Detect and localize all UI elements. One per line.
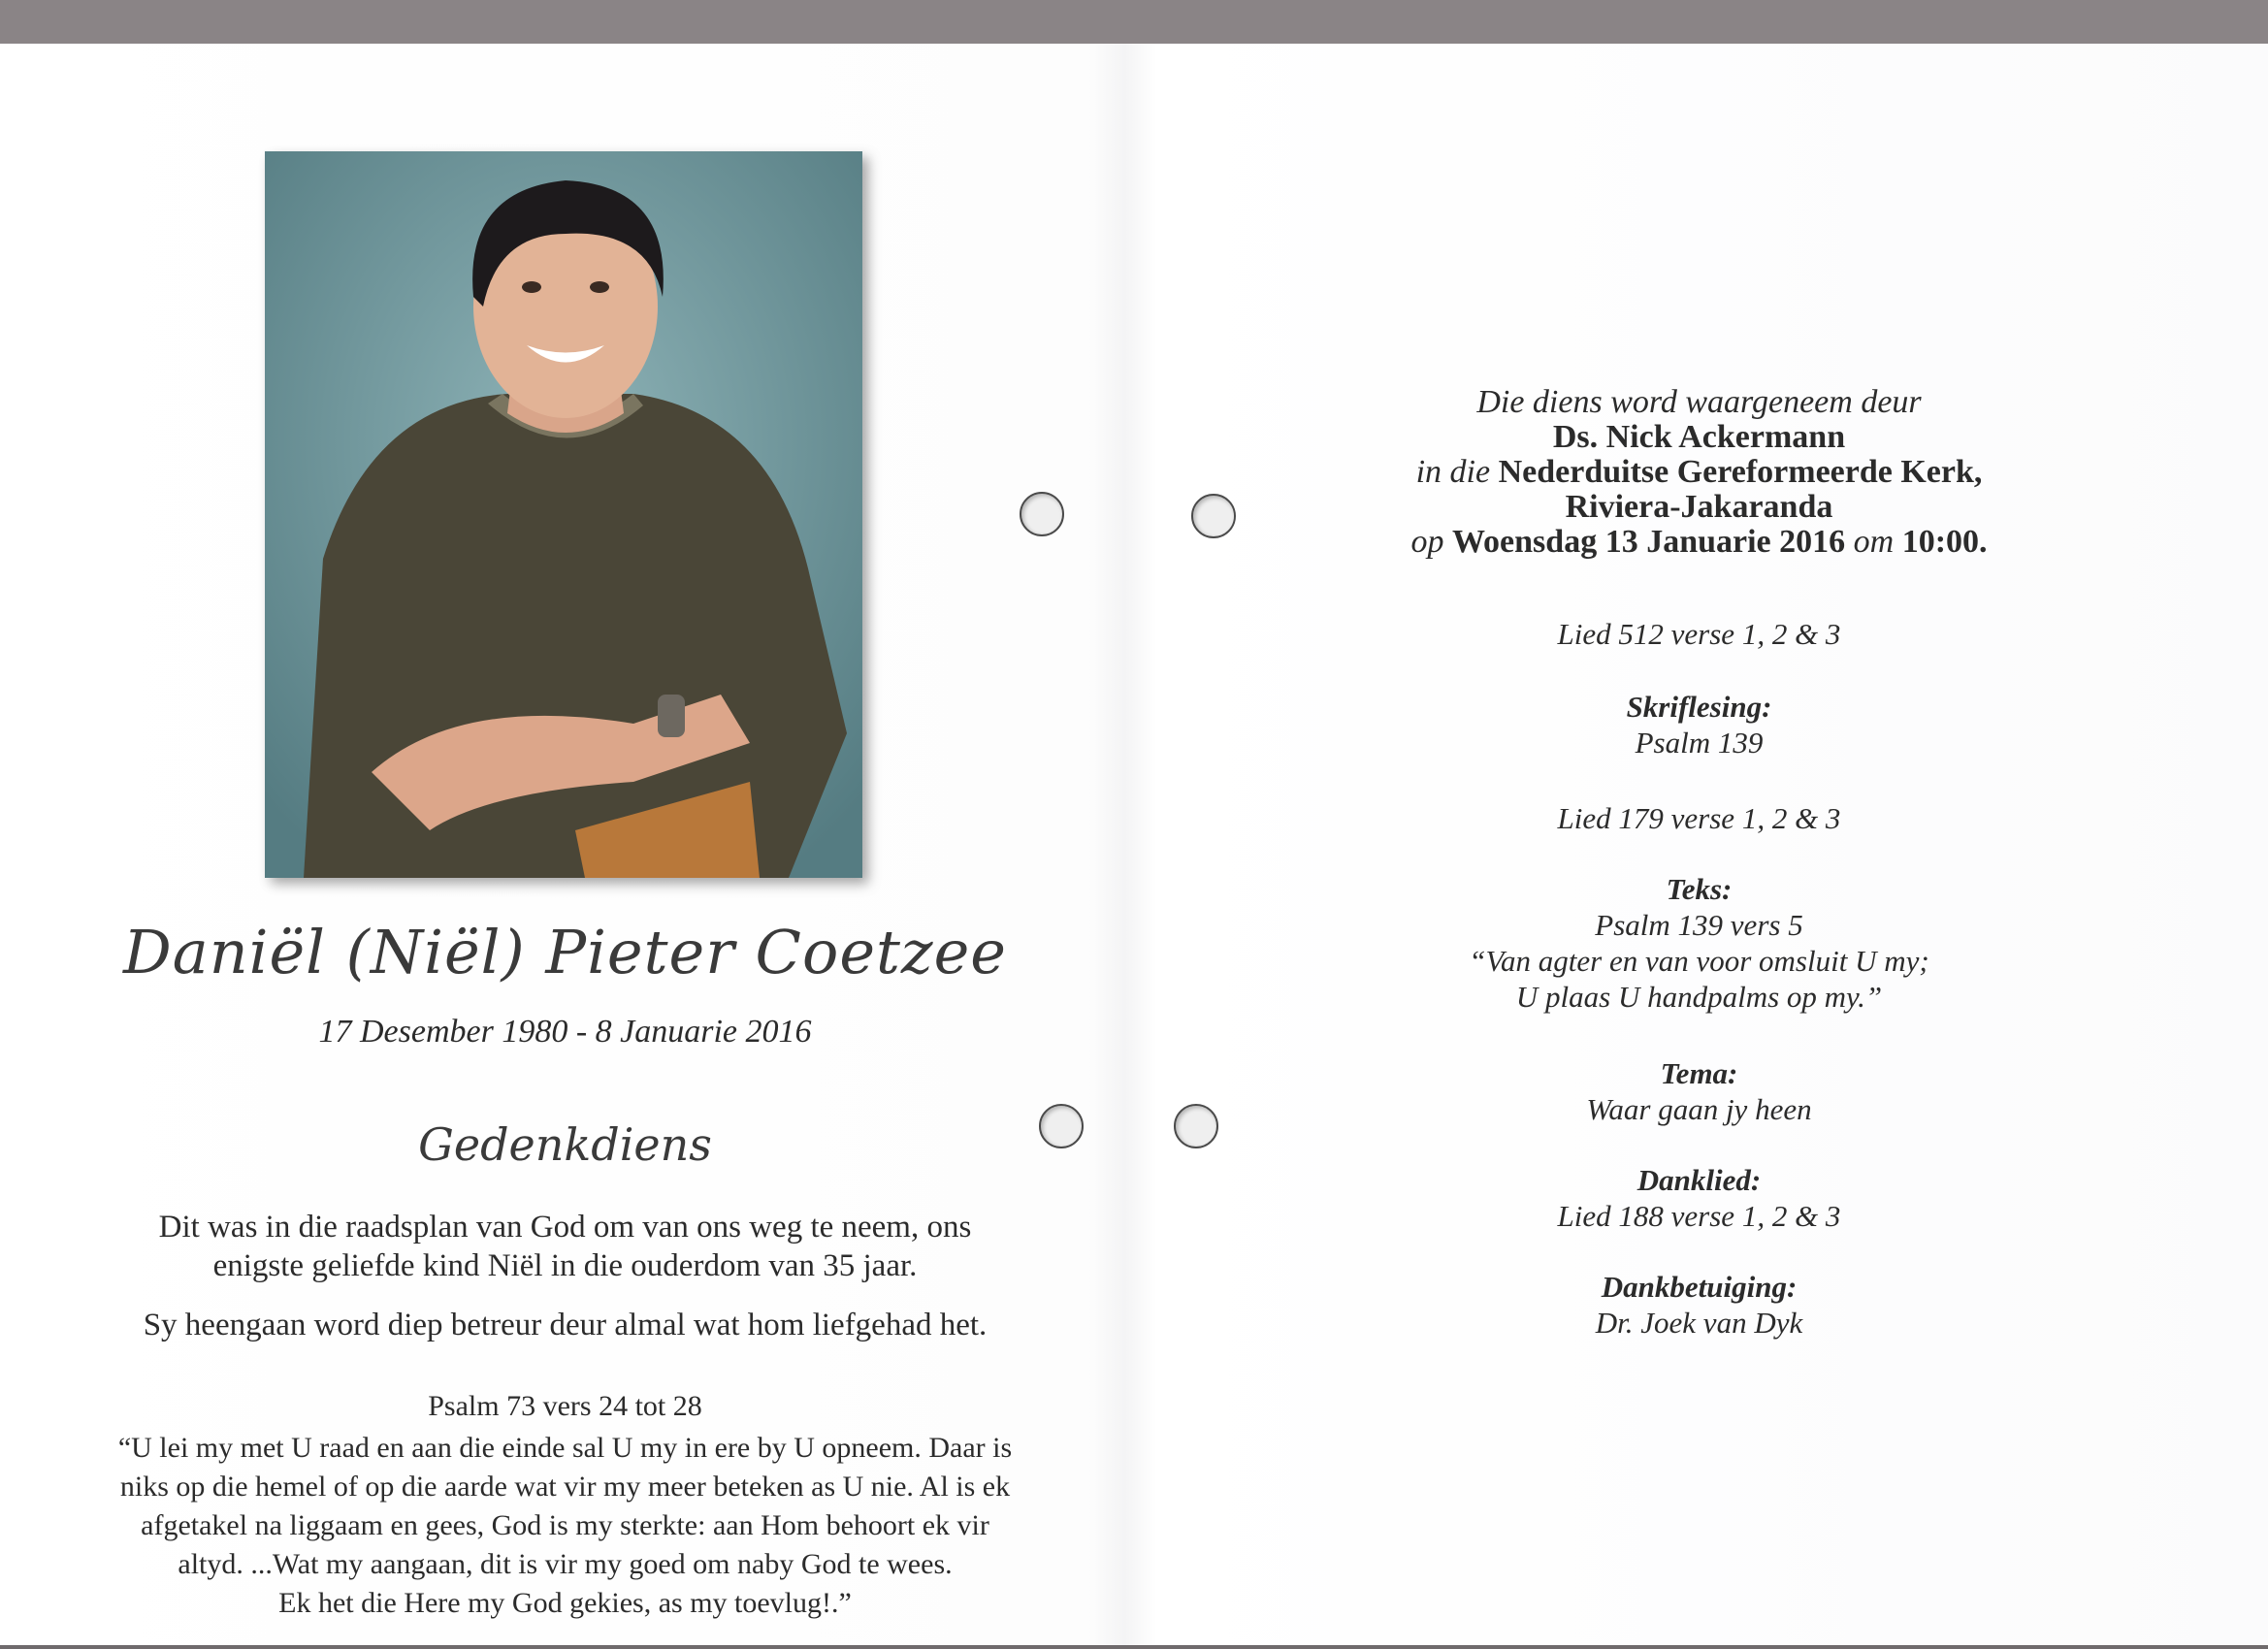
deceased-name: Daniël (Niël) Pieter Coetzee (123, 917, 1007, 987)
psalm-reference: Psalm 73 vers 24 tot 28 (428, 1390, 702, 1422)
skriflesing-label: Skriflesing: (1626, 690, 1772, 724)
portrait-photo (265, 151, 862, 878)
tema-value: Waar gaan jy heen (1586, 1092, 1812, 1126)
danklied-label: Danklied: (1636, 1163, 1762, 1197)
service-date: Woensdag 13 Januarie 2016 (1451, 524, 1846, 560)
punch-hole (1039, 1104, 1084, 1148)
program-lied-2: Lied 179 verse 1, 2 & 3 (1557, 801, 1841, 835)
service-line: Die diens word waargeneem deur (1476, 384, 1922, 420)
funeral-program-sheet (0, 44, 2268, 1649)
teks-line: U plaas U handpalms op my.” (1515, 980, 1883, 1014)
program-teks (1130, 871, 2268, 1015)
teks-line: “Van agter en van voor omsluit U my; (1469, 944, 1929, 978)
skriflesing-value: Psalm 139 (1635, 726, 1764, 760)
service-time: 10:00. (1901, 524, 1988, 560)
quote-line: Ek het die Here my God gekies, as my toevlug!.” (278, 1587, 852, 1619)
tema-label: Tema: (1660, 1056, 1738, 1090)
program-dankbetuiging (1130, 1269, 2268, 1341)
in-die-text: in die (1415, 454, 1491, 490)
life-dates: 17 Desember 1980 - 8 Januarie 2016 (318, 1014, 812, 1050)
op-text: op (1410, 524, 1444, 560)
program-tema (1130, 1055, 2268, 1127)
quote-line: afgetakel na liggaam en gees, God is my sterkte: aan Hom behoort ek vir (141, 1509, 989, 1541)
teks-reference: Psalm 139 vers 5 (1595, 908, 1803, 942)
program-skriflesing (1130, 689, 2268, 760)
dankbetuiging-value: Dr. Joek van Dyk (1595, 1306, 1803, 1340)
dankbetuiging-label: Dankbetuiging: (1601, 1270, 1798, 1304)
announcement-line: Dit was in die raadsplan van God om van ons weg te neem, ons (158, 1210, 972, 1245)
mourning-paragraph: Sy heengaan word diep betreur deur almal wat hom liefgehad het. (143, 1308, 988, 1342)
danklied-value: Lied 188 verse 1, 2 & 3 (1557, 1199, 1841, 1233)
program-lied-1: Lied 512 verse 1, 2 & 3 (1557, 617, 1841, 651)
sheet-bottom-edge (0, 1645, 2268, 1649)
quote-line: “U lei my met U raad en aan die einde sal U my in ere by U opneem. Daar is (117, 1432, 1013, 1464)
announcement-line: enigste geliefde kind Niël in die ouderdom van 35 jaar. (212, 1248, 918, 1283)
portrait-photo-icon (265, 151, 862, 878)
church-place: Riviera-Jakaranda (1565, 489, 1833, 525)
quote-line: altyd. ...Wat my aangaan, dit is vir my goed om naby God te wees. (178, 1548, 953, 1580)
punch-hole (1020, 492, 1064, 536)
teks-label: Teks: (1666, 872, 1733, 906)
om-text: om (1853, 524, 1895, 560)
service-details (1130, 385, 2268, 560)
section-heading: Gedenkdiens (418, 1118, 712, 1171)
church-name: Nederduitse Gereformeerde Kerk, (1498, 454, 1983, 490)
announcement-paragraph (0, 1208, 1130, 1285)
minister-name: Ds. Nick Ackermann (1552, 419, 1846, 455)
psalm-quote (39, 1429, 1091, 1623)
quote-line: niks op die hemel of op die aarde wat vir my meer beteken as U nie. Al is ek (119, 1471, 1011, 1503)
program-danklied (1130, 1162, 2268, 1234)
